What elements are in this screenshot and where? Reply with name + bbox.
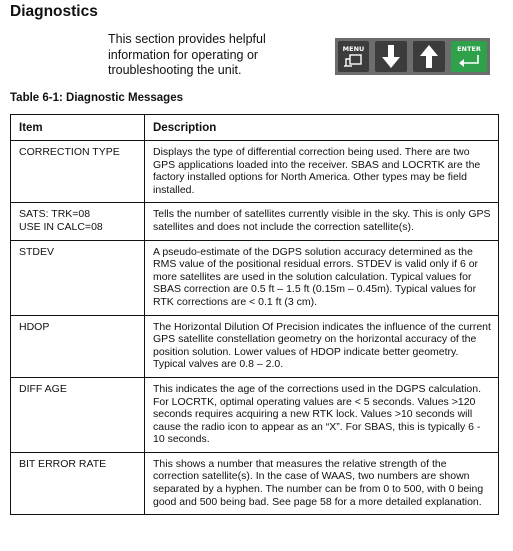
description-cell: A pseudo-estimate of the DGPS solution accuracy determined as the RMS value of the positional residual errors. STDEV is valid only if 6 or more satellites are used in the solution calculation. Typical values for SBAS correction are 0.5 ft – 1.5 ft (0.15m – 0.45m). Typical values for RTK corrections are < 0.1 ft (3 cm).	[145, 240, 499, 315]
description-cell: The Horizontal Dilution Of Precision indicates the influence of the current GPS satellite constellation geometry on the horizontal accuracy of the position solution. Lower values of HDOP indicate better geometry. Typical valves are 0.8 – 2.0.	[145, 315, 499, 377]
description-cell: This indicates the age of the corrections used in the DGPS calculation. For LOCRTK, optimal operating values are < 5 seconds. Values >120 seconds requires acquiring a new RTK lock. Values >10 seconds will cause the radio icon to appear as an “X”. For SBAS, this is typically 6 - 10 seconds.	[145, 377, 499, 452]
item-name: CORRECTION TYPE	[19, 146, 120, 158]
table-header-row	[11, 115, 499, 141]
down-arrow-icon	[375, 41, 407, 72]
item-name: USE IN CALC=08	[19, 220, 103, 233]
item-cell	[11, 240, 145, 315]
table-row	[11, 452, 499, 514]
menu-key-label: MENU	[342, 45, 365, 53]
up-arrow-key	[413, 41, 445, 72]
item-name: DIFF AGE	[19, 382, 67, 395]
table-row	[11, 141, 499, 203]
item-name: HDOP	[19, 320, 50, 333]
item-name: SATS: TRK=08	[19, 208, 91, 221]
intro-paragraph: This section provides helpful information for operating or troubleshooting the unit.	[108, 32, 266, 77]
item-cell	[11, 452, 145, 514]
enter-return-icon	[451, 41, 487, 72]
item-cell	[11, 203, 145, 240]
item-cell	[11, 141, 145, 203]
section-heading: Diagnostics	[10, 3, 98, 20]
item-name: BIT ERROR RATE	[19, 457, 107, 470]
description-cell: Displays the type of differential correction being used. There are two GPS applications loaded into the receiver. SBAS and LOCRTK are the factory installed options for North America. Other types may be field installed.	[145, 141, 499, 203]
item-cell	[11, 377, 145, 452]
table-caption: Table 6-1: Diagnostic Messages	[10, 92, 183, 104]
keypad-image	[335, 38, 490, 75]
table-row	[11, 315, 499, 377]
enter-key-label: ENTER	[457, 45, 481, 53]
up-arrow-icon	[413, 41, 445, 72]
description-cell: This shows a number that measures the relative strength of the correction satellite(s). In the case of WAAS, two numbers are shown separated by a hyphen. The number can be from 0 to 500, with 0 being good and 500 being bad. See page 58 for a more detailed explanation.	[145, 452, 499, 514]
down-arrow-key	[375, 41, 407, 72]
table-row	[11, 203, 499, 240]
item-cell	[11, 315, 145, 377]
column-header-description: Description	[145, 115, 499, 141]
table-row	[11, 240, 499, 315]
table-row	[11, 377, 499, 452]
menu-key	[338, 41, 369, 72]
menu-icon	[338, 41, 369, 72]
diagnostic-messages-table	[10, 114, 499, 515]
item-name: STDEV	[19, 245, 55, 258]
table-body	[11, 141, 499, 515]
enter-key	[451, 41, 487, 72]
column-header-item: Item	[11, 115, 145, 141]
description-cell: Tells the number of satellites currently visible in the sky. This is only GPS satellites and does not include the correction satellite(s).	[145, 203, 499, 240]
